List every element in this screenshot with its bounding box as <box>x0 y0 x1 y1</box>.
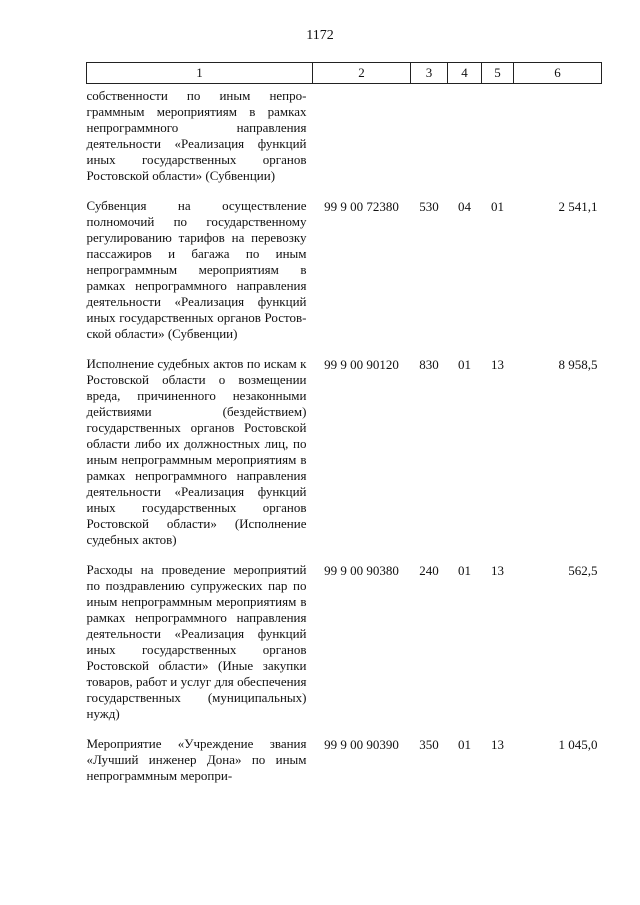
row-code: 99 9 00 72380 <box>324 199 399 214</box>
column-header-6: 6 <box>514 63 602 84</box>
row-code: 99 9 00 90120 <box>324 357 399 372</box>
row-amount: 2 541,1 <box>558 199 598 214</box>
row-pr <box>482 84 514 185</box>
row-rz <box>448 84 482 185</box>
row-amount: 1 045,0 <box>558 737 598 752</box>
row-pr: 13 <box>491 737 504 752</box>
row-vr <box>411 84 448 185</box>
row-amount: 562,5 <box>568 563 598 578</box>
row-description: Исполнение судебных актов по искам к Ростовской области о возмещении вреда, причиненного незаконными действиями (бездействием) государственных органов Ростовской области либо их должностных лиц, по иным непрограммным мероприятиям в рамках непрограммного направления деятельности «Реализация функций иных государственных органов Ростовской области» (Исполнение судебных актов) <box>86 356 307 547</box>
column-header-5: 5 <box>482 63 514 84</box>
table-header <box>87 63 602 84</box>
row-code <box>313 84 411 185</box>
table-row <box>87 198 602 342</box>
page-number: 1172 <box>306 28 334 43</box>
row-amount <box>514 84 602 185</box>
column-header-3: 3 <box>411 63 448 84</box>
row-vr: 350 <box>419 737 439 752</box>
row-code: 99 9 00 90390 <box>324 737 399 752</box>
row-rz: 01 <box>458 357 471 372</box>
column-header-2: 2 <box>313 63 411 84</box>
table-row <box>87 736 602 784</box>
row-description: Субвенция на осуществление полномочий по государственному регулированию тарифов на перевозку пассажиров и багажа по иным непрограммным мероприятиям в рамках непрограммного направления деятельности «Реализация функций иных государственных органов Ростовской области» (Субвенции) <box>86 198 307 341</box>
row-vr: 830 <box>419 357 439 372</box>
row-amount: 8 958,5 <box>558 357 598 372</box>
row-vr: 240 <box>419 563 439 578</box>
column-header-1: 1 <box>87 63 313 84</box>
row-rz: 01 <box>458 563 471 578</box>
row-code: 99 9 00 90380 <box>324 563 399 578</box>
row-rz: 04 <box>458 199 471 214</box>
budget-table <box>86 62 602 784</box>
row-pr: 13 <box>491 357 504 372</box>
column-header-4: 4 <box>448 63 482 84</box>
row-pr: 01 <box>491 199 504 214</box>
row-pr: 13 <box>491 563 504 578</box>
row-description: собственности по иным непрограммным мероприятиям в рамках непрограммного направления деятельности «Реализация функций иных государственных органов Ростовской области» (Субвенции) <box>86 88 307 183</box>
row-description: Расходы на проведение мероприятий по поздравлению супружеских пар по иным непрограммным мероприятиям в рамках непрограммного направления деятельности «Реализация функций иных государственных органов Ростовской области» (Иные закупки товаров, работ и услуг для обеспечения государственных (муниципальных) нужд) <box>86 562 307 721</box>
row-vr: 530 <box>419 199 439 214</box>
table-row <box>87 562 602 722</box>
table-row <box>87 84 602 185</box>
table-row <box>87 356 602 548</box>
row-rz: 01 <box>458 737 471 752</box>
row-description: Мероприятие «Учреждение звания «Лучший инженер Дона» по иным непрограммным меропри- <box>86 736 307 783</box>
